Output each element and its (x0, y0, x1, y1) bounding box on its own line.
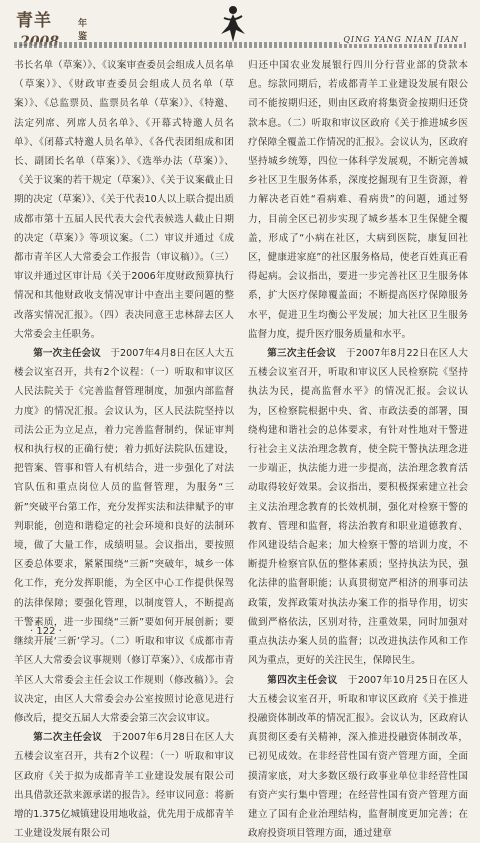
section-title: 第二次主任会议 (33, 732, 102, 743)
right-column (248, 56, 468, 626)
paragraph (14, 728, 234, 843)
page-number: · 122 · (30, 626, 62, 637)
dancer-ornament-icon (216, 4, 250, 44)
section-body: 于2007年4月8日在区人大五楼会议室召开，共有2个议程：（一）听取和审议区人民法院关于《完善监督管理制度，加强内部监督力度》的情况汇报。会议认为，区人民法院坚持以司法公正为立足点，着力完善监督制约，保证审判权和执行权的正确行使；着力抓好法院队伍建设，把管案、管事和管人有机结合，进一步强化了对法官队伍和重点岗位人员的监督管理，为服务“三新”突破平台第工作，充分发挥实法和法律赋予的审判职能，创造和谐稳定的社会环境和良好的法制环境，做了大量工作，成绩明显。会议指出，要按照区委总体要求，紧紧围绕“三新”突破年，城乡一体化工作，充分发挥职能，为全区中心工作提供保驾的法律保障；要强化管理，以制度管人，不断提高干警素质，进一步围绕“三新”要如何开展创新；要继续开展‘三新’学习。（二）听取和审议《成都市青羊区人大常委会议事规则（修订草案）》、《成都市青羊区人大常委会主任会议工作规则（修改稿）》。会议决定，由区人大常委会办公室按照讨论意见进行修改后，提交五届人大常委会第三次会议审议。 (14, 348, 234, 724)
section-title: 第一次主任会议 (33, 348, 101, 359)
section-body: 于2007年10月25日在区人大五楼会议室召开，听取和审议区政府《关于推进投融资体制改革的情况汇报》。会议认为，区政府认真贯彻区委有关精神，深入推进投融资体制改革，已初见成效。在非经营性国有资产管理方面，全面摸清家底，对大多数区级行政事业单位非经营性国有资产实行集中管理；在经营性国有资产管理方面建立了国有企业治理结构，监督制度更加完善；在政府投资项目管理方面，通过建章 (248, 675, 468, 840)
paragraph (248, 344, 468, 670)
section-body: 于2007年8月22日在区人大五楼会议室召开，听取和审议区人民检察院《坚持执法为民，提高监督水平》的情况汇报。会议认为，区检察院根据中央、省、市政法委的部署，围绕构建和谐社会的总体要求，有针对性地对干警进行社会主义法治理念教育，使全院干警执法理念进一步端正，执法能力进一步提高，法治理念教育活动取得较好效果。会议指出，要积极探索建立社会主义法治理念教育的长效机制，强化对检察干警的教育、管理和监督，将法治教育和职业道德教育、作风建设结合起来；加大检察干警的培训力度，不断提升检察官队伍的整体素质；坚持执法为民，强化法律的监督职能；认真贯彻宽严相济的刑事司法政策，发挥政策对执法办案工作的指导作用，切实做到严格依法，区别对待，注重效果，同时加强对重点执法办案人员的监督；以改进执法作风和工作风为重点，更好的关注民生，保障民生。 (248, 348, 468, 666)
article-body (14, 56, 468, 626)
brand-subtitle: 年鉴 (78, 16, 87, 42)
page-header (0, 0, 480, 52)
paragraph: 归还中国农业发展银行四川分行营业部的贷款本息。综款同期后，若成都青羊工业建设发展有限公司不能按期归还，则由区政府将集资金按期归还贷款本息。（二）听取和审议区政府《关于推进城乡医疗保障全覆盖工作情况的汇报》。会议认为，区政府坚持城乡统筹，四位一体科学发展观，不断完善城乡社区卫生服务体系，深度挖掘现有卫生资源，着力解决老百姓“看病难、看病贵”的问题，通过努力，目前全区已初步实现了城乡基本卫生保健全覆盖，形成了“小病在社区，大病到医院，康复回社区，健康进家庭”的社区服务格局，使老百姓真正看得起病。会议指出，要进一步完善社区卫生服务体系，扩大医疗保障覆盖面；不断提高医疗保障服务水平，促进卫生均衡公平发展；加大社区卫生服务监督力度，提升医疗服务质量和水平。 (248, 56, 468, 344)
brand-title: 青羊 (16, 11, 52, 31)
left-column (14, 56, 234, 626)
section-title: 第四次主任会议 (267, 675, 337, 686)
header-english-title: QING YANG NIAN JIAN (340, 35, 462, 44)
paragraph (248, 671, 468, 843)
section-body: 于2007年6月28日在区人大五楼会议室召开，共有2个议程：（一）听取和审议区政府《关于拟为成都青羊工业建设发展有限公司出具借款还款来源承诺的报告》。经审议同意：将新增的1.375亿城镇建设用地收益，优先用于成都青羊工业建设发展有限公司 (14, 732, 234, 839)
section-title: 第三次主任会议 (267, 348, 336, 359)
paragraph (14, 344, 234, 728)
paragraph: 书长名单（草案）》、《议案审查委员会组成人员名单（草案）》、《财政审查委员会组成人员名单（草案）》、《总监票员、监票员名单（草案）》、《特邀、法定列席、列席人员名单》、《开幕式特邀人员名单》、《闭幕式特邀人员名单》、《各代表团组成和团长、副团长名单（草案）》、《选举办法（草案）》、《关于议案的若干规定（草案）》、《关于议案截止日期的决定（草案）》、《关于代表10人以上联合提出质成都市第十五届人民代表大会代表候选人截止日期的决定（草案）》等项议案。（二）审议并通过《成都市青羊区人大常委会工作报告（审议稿）》。（三）审议并通过区审计局《关于2006年度财政预算执行情况和其他财政收支情况审计中查出主要问题的整改落实情况汇报》。（四）表决同意王忠林辞去区人大常委会主任职务。 (14, 56, 234, 344)
